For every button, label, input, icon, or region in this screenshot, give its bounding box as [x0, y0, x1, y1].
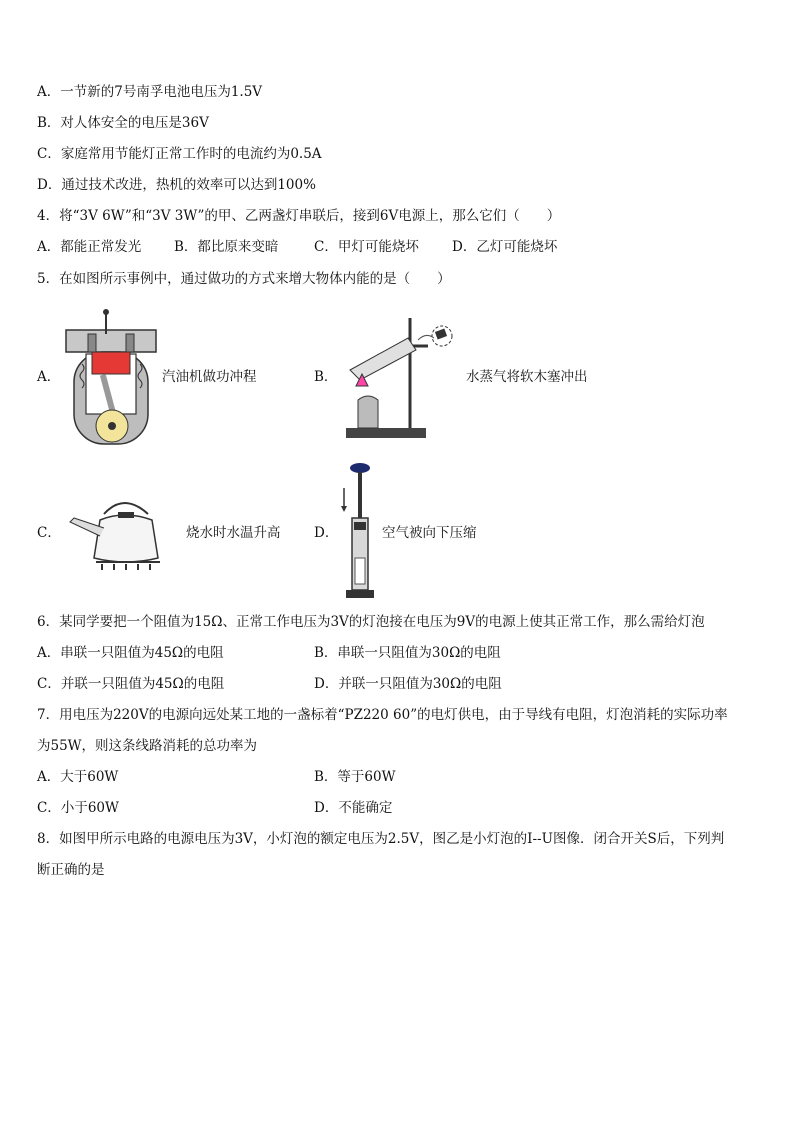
q8-stem-line2: 断正确的是 [37, 862, 105, 878]
q6-option-a: A．串联一只阻值为45Ω的电阻 [37, 645, 224, 661]
q4-stem: 4．将“3V 6W”和“3V 3W”的甲、乙两盏灯串联后，接到6V电源上，那么它们（ ） [37, 208, 561, 224]
q6-option-d: D．并联一只阻值为30Ω的电阻 [314, 676, 502, 692]
q8-stem-line1: 8．如图甲所示电路的电源电压为3V，小灯泡的额定电压为2.5V，图乙是小灯泡的I--U图像．闭合开关S后，下列判 [37, 831, 725, 847]
q7-stem-line2: 为55W，则这条线路消耗的总功率为 [37, 738, 258, 754]
q4-option-a: A．都能正常发光 [37, 239, 142, 255]
q5-stem: 5．在如图所示事例中，通过做功的方式来增大物体内能的是（ ） [37, 271, 451, 287]
q7-stem-line1: 7．用电压为220V的电源向远处某工地的一盏标着“PZ220 60”的电灯供电，由于导线有电阻，灯泡消耗的实际功率 [37, 707, 728, 723]
q6-stem: 6．某同学要把一个阻值为15Ω、正常工作电压为3V的灯泡接在电压为9V的电源上使其正常工作，那么需给灯泡 [37, 614, 705, 630]
q5-option-c-caption: 烧水时水温升高 [186, 525, 281, 541]
q7-option-a: A．大于60W [37, 769, 119, 785]
q6-option-b: B．串联一只阻值为30Ω的电阻 [314, 645, 501, 661]
q3-option-d: D．通过技术改进，热机的效率可以达到100% [37, 177, 316, 193]
q7-option-d: D．不能确定 [314, 800, 393, 816]
q5-option-d-label: D． [314, 525, 339, 541]
q3-option-c: C．家庭常用节能灯正常工作时的电流约为0.5A [37, 146, 322, 162]
steam-cork-figure [338, 310, 464, 442]
q7-option-b: B．等于60W [314, 769, 396, 785]
q3-option-b: B．对人体安全的电压是36V [37, 115, 209, 131]
q5-option-a-label: A． [37, 369, 61, 385]
kettle-figure [62, 492, 184, 574]
q4-option-b: B．都比原来变暗 [174, 239, 279, 255]
q5-option-b-caption: 水蒸气将软木塞冲出 [466, 369, 588, 385]
q6-option-c: C．并联一只阻值为45Ω的电阻 [37, 676, 225, 692]
q5-option-d-caption: 空气被向下压缩 [382, 525, 477, 541]
q5-option-a-caption: 汽油机做功冲程 [162, 369, 257, 385]
q5-option-c-label: C． [37, 525, 61, 541]
q4-option-d: D．乙灯可能烧坏 [452, 239, 558, 255]
q5-option-b-label: B． [314, 369, 338, 385]
q4-option-c: C．甲灯可能烧坏 [314, 239, 419, 255]
q7-option-c: C．小于60W [37, 800, 119, 816]
air-compression-figure [336, 462, 380, 602]
gasoline-engine-figure [62, 304, 160, 452]
q3-option-a: A．一节新的7号南孚电池电压为1.5V [37, 84, 263, 100]
